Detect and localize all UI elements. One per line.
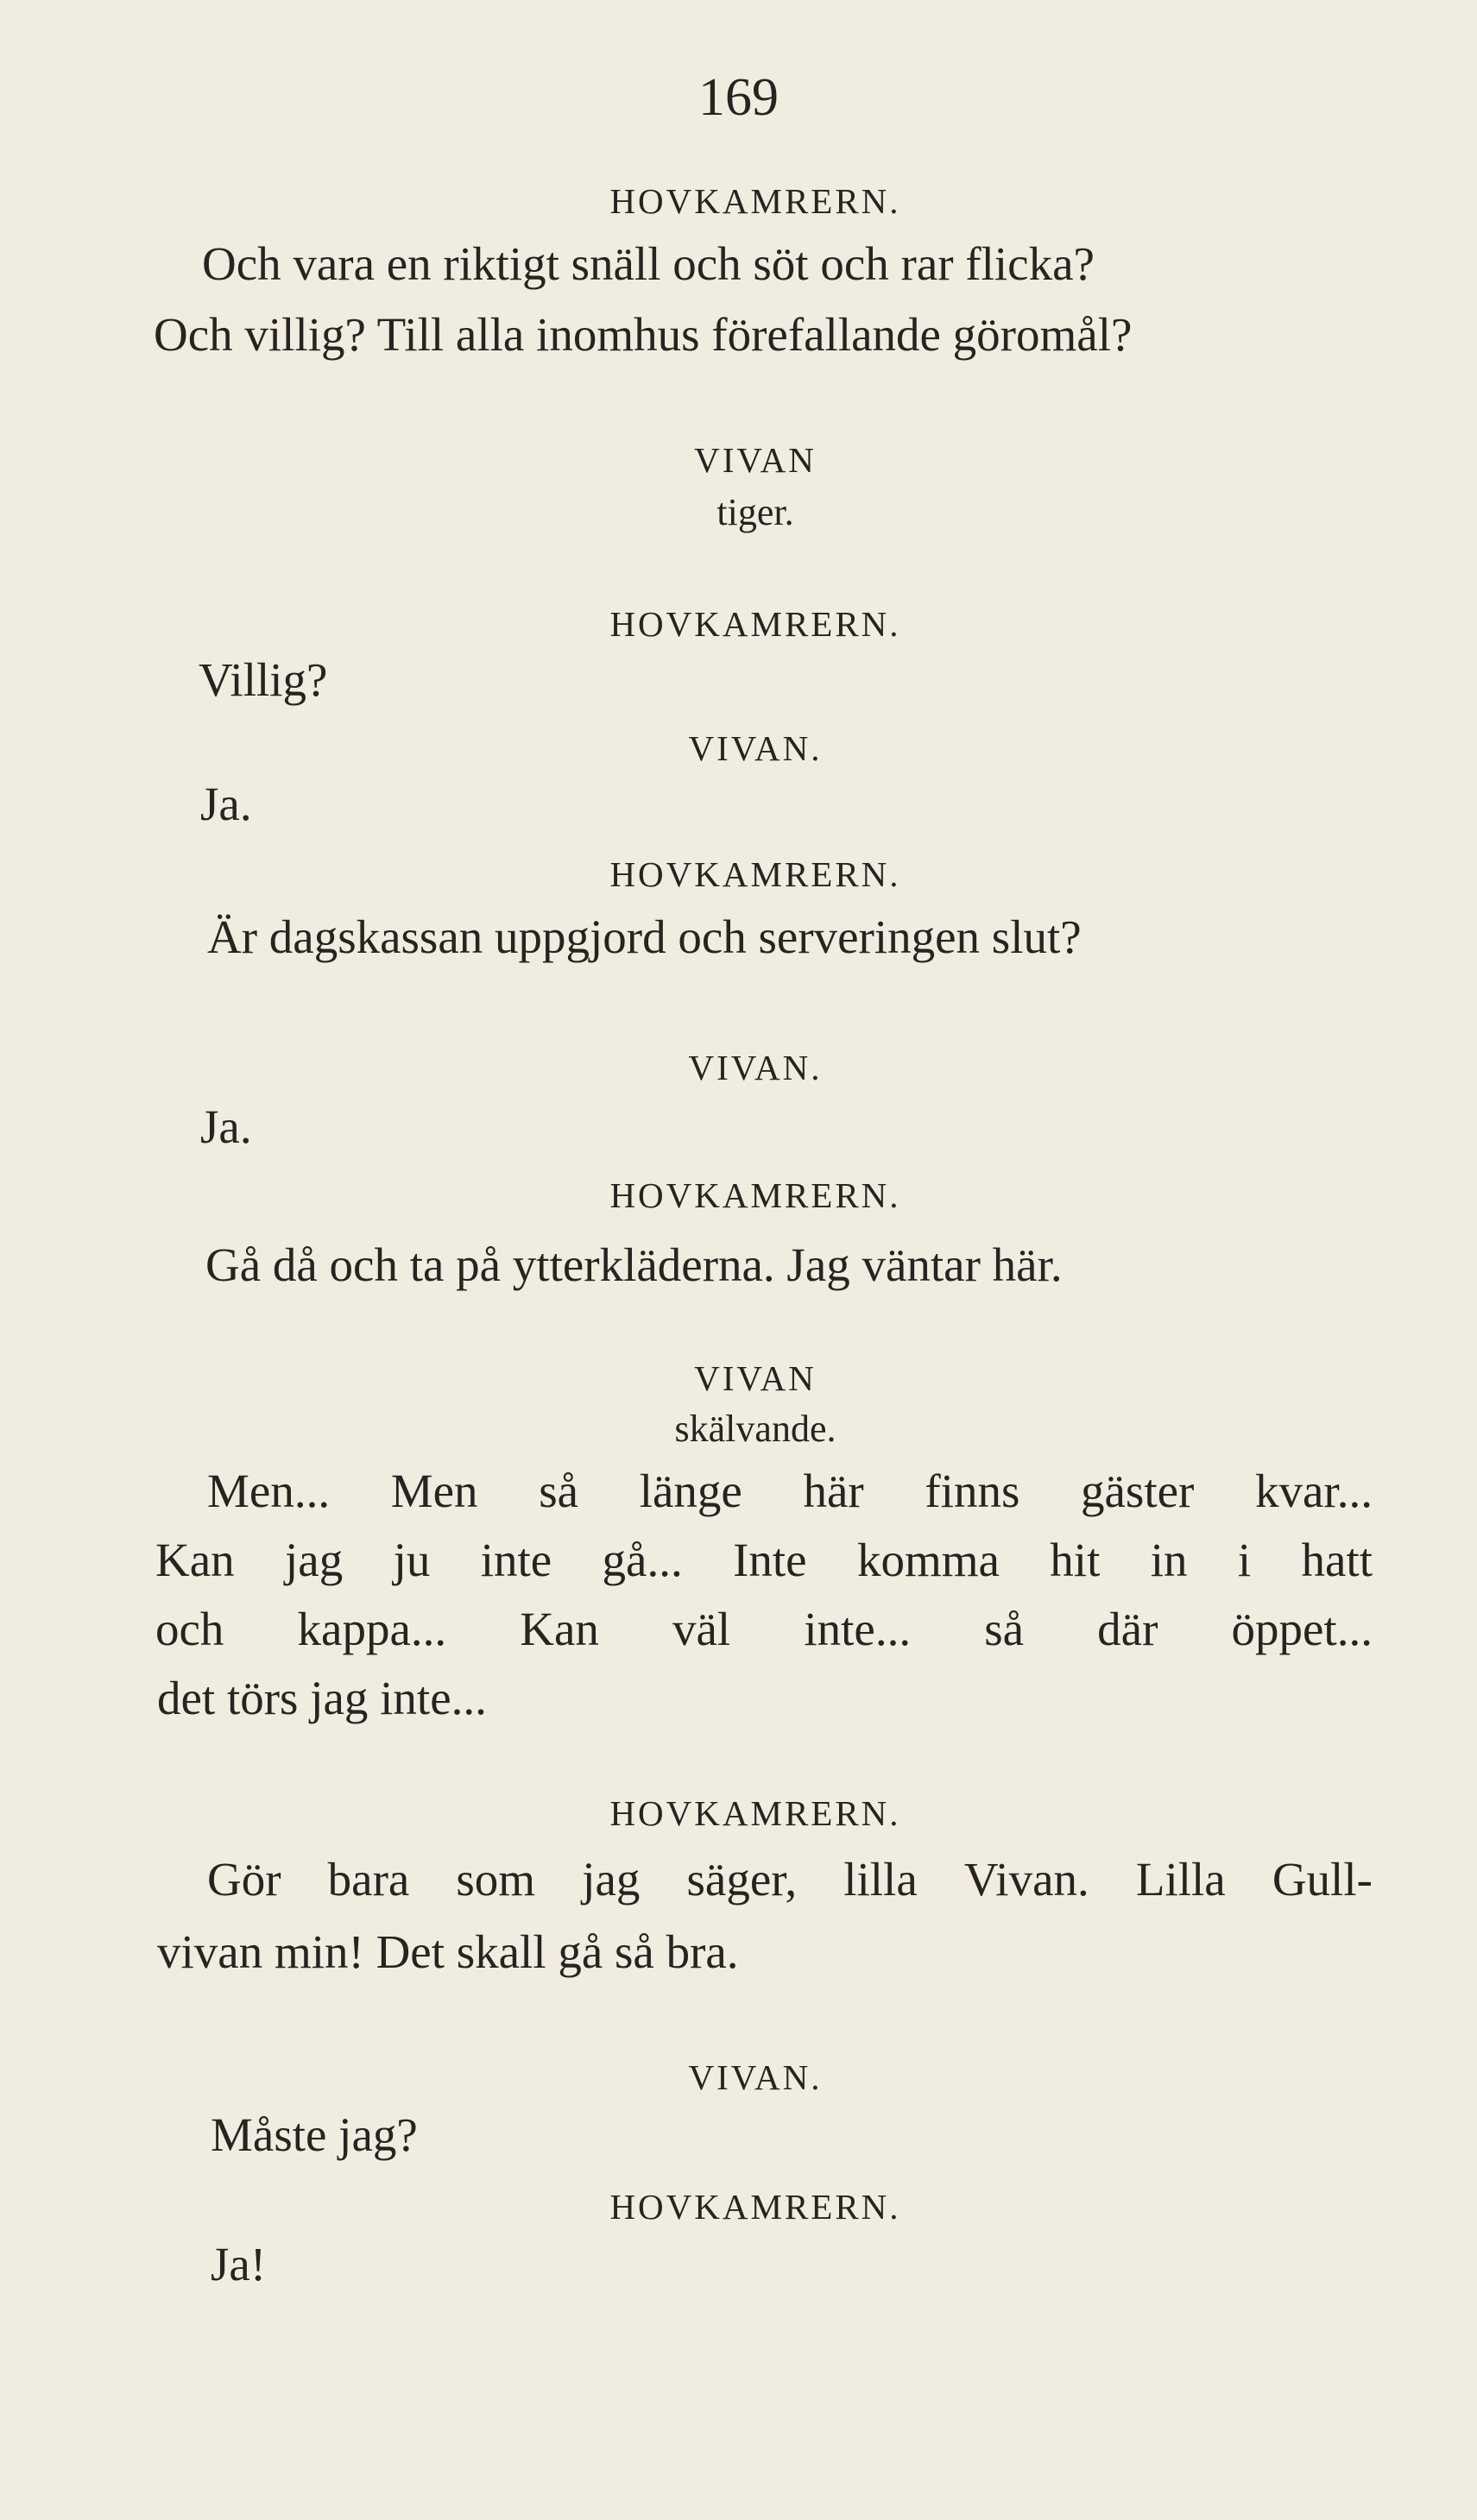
dialogue-line: Och vara en riktigt snäll och söt och rar flicka? (202, 237, 1095, 290)
speaker-name: HOVKAMRERN. (609, 1175, 901, 1215)
speaker-name: HOVKAMRERN. (609, 1793, 901, 1833)
word: säger, (686, 1853, 798, 1906)
dialogue-line: Ja. (200, 778, 252, 830)
word: gäster (1081, 1465, 1195, 1517)
word: bara (327, 1853, 410, 1906)
speaker-name: HOVKAMRERN. (609, 854, 901, 894)
word: jag (582, 1853, 641, 1906)
word: lilla (843, 1853, 918, 1906)
dialogue-line: Måste jag? (211, 2108, 418, 2161)
dialogue-line (207, 1464, 1373, 1519)
speaker-name: HOVKAMRERN. (609, 2187, 901, 2227)
word: Men (390, 1465, 478, 1517)
stage-direction: tiger. (716, 491, 794, 533)
word: ju (393, 1534, 431, 1586)
word: så (539, 1465, 579, 1517)
word: gå... (602, 1534, 683, 1586)
dialogue-line (155, 1533, 1373, 1588)
word: i (1237, 1534, 1252, 1586)
dialogue-line: vivan min! Det skall gå så bra. (157, 1925, 739, 1978)
word: Gör (207, 1853, 281, 1906)
word: hatt (1301, 1534, 1373, 1586)
word: komma (856, 1534, 1000, 1586)
word: hit (1050, 1534, 1101, 1586)
speaker-name: VIVAN. (688, 728, 823, 768)
dialogue-line: Gå då och ta på ytterkläderna. Jag väntar här. (205, 1238, 1063, 1291)
word: Kan (155, 1534, 235, 1586)
word: in (1150, 1534, 1188, 1586)
word: där (1097, 1603, 1158, 1655)
speaker-name: HOVKAMRERN. (609, 181, 901, 221)
word: Gull- (1272, 1853, 1373, 1906)
dialogue-line: det törs jag inte... (157, 1672, 487, 1724)
word: öppet... (1231, 1603, 1373, 1655)
word: kvar... (1255, 1465, 1373, 1517)
word: jag (285, 1534, 344, 1586)
word: Vivan. (963, 1853, 1089, 1906)
dialogue-line: Ja. (200, 1100, 252, 1153)
word: inte (480, 1534, 552, 1586)
dialogue-line (155, 1602, 1373, 1657)
word: finns (925, 1465, 1020, 1517)
word: Lilla (1135, 1853, 1226, 1906)
dialogue-line: Och villig? Till alla inomhus förefallande göromål? (154, 308, 1133, 361)
speaker-name: HOVKAMRERN. (609, 604, 901, 644)
speaker-name: VIVAN. (688, 1048, 823, 1087)
dialogue-line: Är dagskassan uppgjord och serveringen slut? (207, 910, 1082, 963)
word: länge (639, 1465, 742, 1517)
dialogue-line: Ja! (211, 2238, 267, 2290)
word: här (803, 1465, 864, 1517)
word: och (155, 1603, 224, 1655)
page-number: 169 (698, 68, 779, 127)
stage-direction: skälvande. (674, 1408, 836, 1450)
word: som (456, 1853, 536, 1906)
word: så (984, 1603, 1025, 1655)
word: inte... (804, 1603, 912, 1655)
dialogue-line (207, 1852, 1373, 1907)
word: kappa... (297, 1603, 447, 1655)
word: väl (672, 1603, 731, 1655)
speaker-name: VIVAN (694, 1358, 817, 1398)
speaker-name: VIVAN. (688, 2057, 823, 2097)
word: Kan (520, 1603, 599, 1655)
speaker-name: VIVAN (694, 440, 817, 480)
dialogue-line: Villig? (199, 653, 328, 706)
word: Inte (733, 1534, 807, 1586)
word: Men... (207, 1465, 331, 1517)
